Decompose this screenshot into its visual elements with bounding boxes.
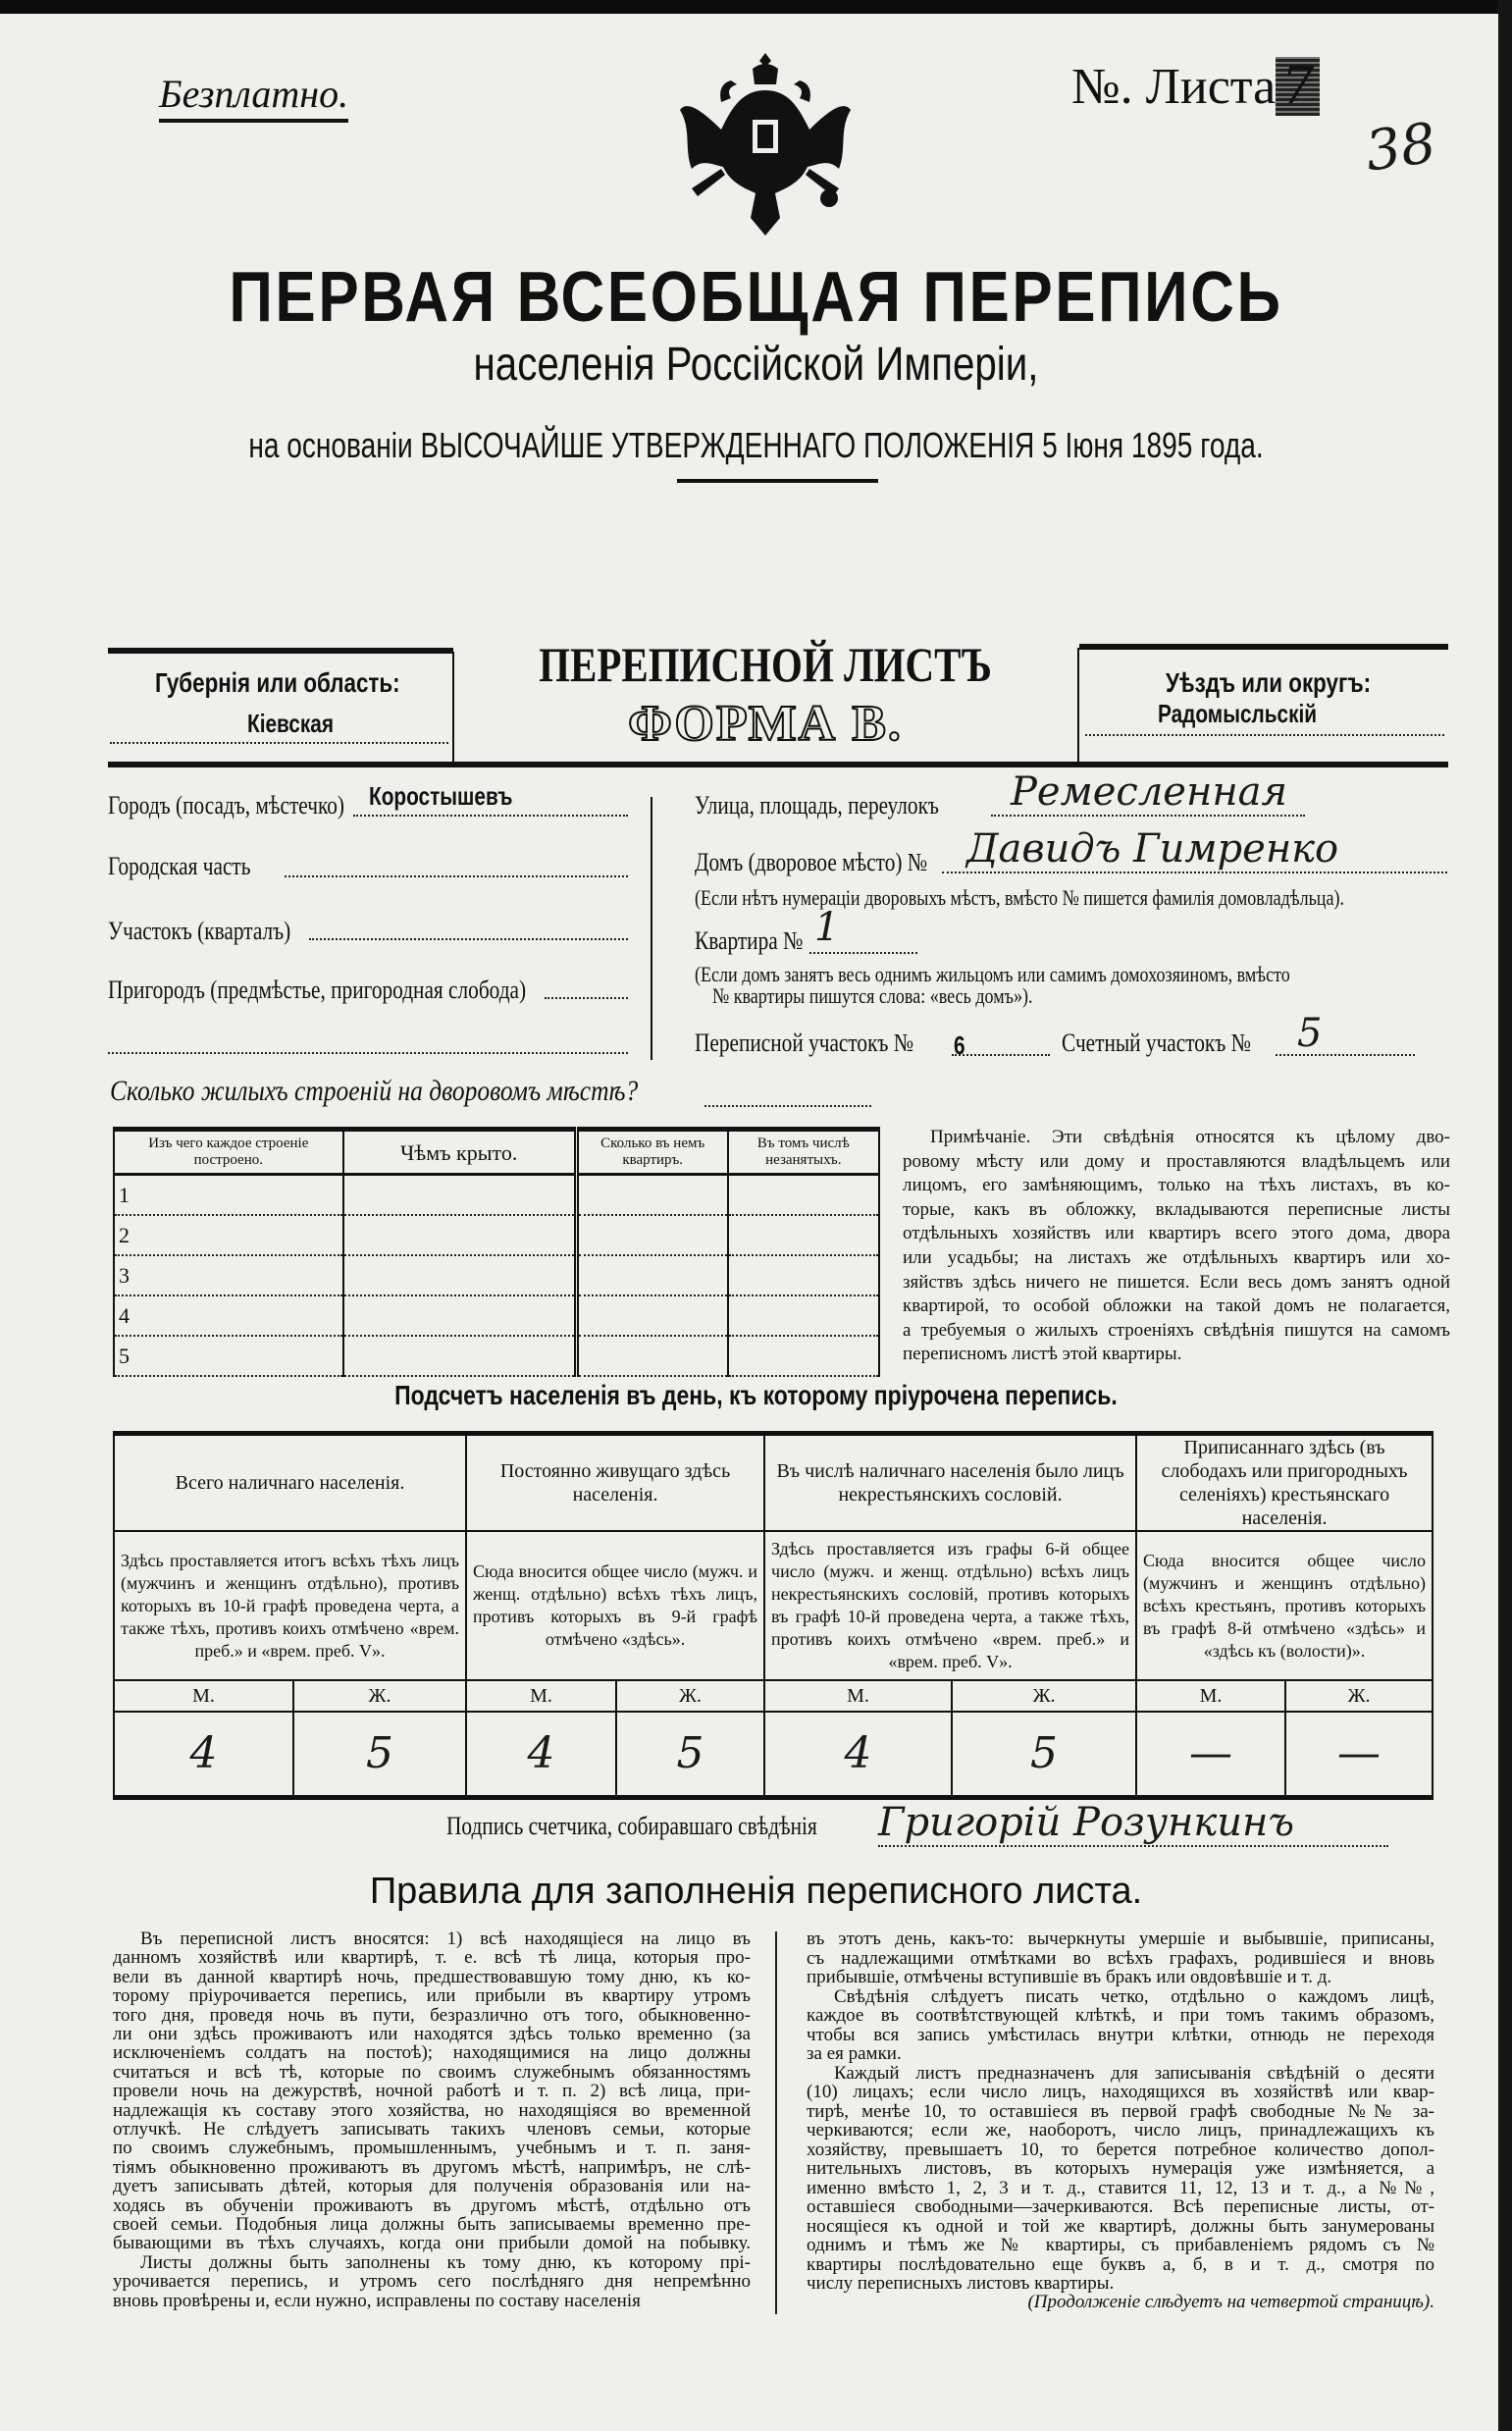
blank-line [108, 1052, 628, 1054]
female-label: Ж. [1285, 1680, 1433, 1712]
text-line: провели ночь на дежурствѣ, ночной работѣ и т. п. 2) всѣ лица, при- [113, 2081, 751, 2102]
census-district-value[interactable]: 6 [954, 1031, 965, 1060]
archive-number: 38 [1361, 111, 1440, 185]
sheet-number-label: №. Листа [1071, 59, 1277, 115]
column-description: Сюда вносится общее число (мужчинъ и женщинъ отдѣльно) всѣхъ крестьянъ, противъ которыхъ въ графѣ 8-й отмѣчено «здѣсь» и «здѣсь къ (волости)». [1136, 1531, 1433, 1680]
apartment-note: (Если домъ занятъ весь однимъ жильцомъ или самимъ домохозяиномъ, вмѣсто [695, 962, 1290, 986]
female-label: Ж. [616, 1680, 764, 1712]
text-line: именно вмѣсто 1, 2, 3 и т. д., ставится 11, 12, 13 и т. д., а №№, [807, 2177, 1434, 2198]
table-header-row [114, 1434, 1433, 1532]
text-line: съ надлежащими отмѣтками во всѣхъ графахъ, родившіеся и вновь [807, 1947, 1434, 1969]
female-label: Ж. [293, 1680, 466, 1712]
rules-right-column [807, 1929, 1434, 2321]
house-note: (Если нѣтъ нумераціи дворовыхъ мѣстъ, вмѣсто № пишется фамилія домовладѣльца). [695, 885, 1344, 910]
table-cell[interactable] [343, 1215, 577, 1255]
text-line: Въ переписной листъ вносятся: 1) всѣ находящіеся на лицо въ [140, 1929, 751, 1949]
table-cell[interactable] [728, 1295, 879, 1336]
text-line: отлучкѣ. Не слѣдуетъ записывать такихъ членовъ семьи, которые [113, 2119, 751, 2140]
apartment-note: № квартиры пишутся слова: «весь домъ»). [712, 983, 1033, 1008]
male-label: М. [1136, 1680, 1285, 1712]
text-line: того дня, проведя ночь въ пути, безразлично отъ того, обыкновенно- [113, 2004, 751, 2026]
text-line: зяйствъ здѣсь ничего не пишется. Если весь домъ занятъ одной [903, 1271, 1450, 1293]
precinct-input[interactable] [309, 938, 628, 940]
count-district-label: Счетный участокъ № [1062, 1029, 1251, 1057]
table-cell[interactable] [728, 1255, 879, 1295]
text-line: лицомъ, его замѣняющимъ, только на тѣхъ листахъ, въ ко- [903, 1175, 1450, 1196]
table-cell[interactable] [343, 1255, 577, 1295]
sex-header-row [114, 1680, 1433, 1712]
female-count[interactable]: 5 [616, 1712, 764, 1798]
column-header: Въ числѣ наличнаго населенія было лицъ некрестьянскихъ сословій. [764, 1434, 1136, 1532]
count-title: Подсчетъ населенія въ день, къ которому пріурочена перепись. [394, 1380, 1118, 1410]
table-row [114, 1255, 879, 1295]
row-number[interactable]: 2 [114, 1215, 343, 1255]
text-line: бывающими въ тѣхъ случаяхъ, когда они прибыли домой на побывку. [113, 2233, 751, 2254]
table-row [114, 1215, 879, 1255]
buildings-table [113, 1127, 880, 1377]
signature-label: Подпись счетчика, собиравшаго свѣдѣнія [446, 1812, 817, 1840]
divider [1079, 644, 1448, 650]
city-value[interactable]: Коростышевъ [369, 781, 513, 811]
province-label: Губернія или область: [155, 667, 400, 698]
column-header: Сколько въ немъ квартиръ. [576, 1130, 727, 1175]
column-divider [775, 1931, 777, 2314]
city-line [353, 815, 628, 817]
table-cell[interactable] [728, 1215, 879, 1255]
table-header-row [114, 1130, 879, 1175]
street-value[interactable]: Ремесленная [1011, 769, 1287, 815]
precinct-label: Участокъ (кварталъ) [108, 917, 291, 945]
text-line: оставшіеся свободными—зачеркиваются. Всѣ переписные листы, от- [807, 2196, 1434, 2217]
female-label: Ж. [952, 1680, 1136, 1712]
text-line: Листы должны быть заполнены къ тому дню, къ которому прі- [140, 2251, 751, 2273]
column-header: Изъ чего каждое строеніе построено. [114, 1130, 343, 1175]
text-line: каждое въ соотвѣтствующей клѣткѣ, и при томъ такимъ образомъ, [807, 2005, 1434, 2026]
text-line: ли они здѣсь проживаютъ или находятся здѣсь только временно (за [113, 2024, 751, 2044]
scan-border-top [0, 0, 1512, 14]
rules-title: Правила для заполненія переписного листа. [369, 1871, 1143, 1912]
column-header: Постоянно живущаго здѣсь населенія. [466, 1434, 764, 1532]
rules-left-column [113, 1929, 751, 2321]
text-line: (10) лицахъ; если число лицъ, находящихся въ хозяйствѣ или квар- [807, 2082, 1434, 2102]
district-line [1085, 734, 1444, 736]
text-line: вновь провѣрены и, если нужно, исправлены по составу населенія [113, 2290, 641, 2311]
imperial-eagle-icon [662, 51, 868, 238]
free-label: Безплатно. [159, 71, 348, 123]
count-district-value[interactable]: 5 [1297, 1011, 1323, 1056]
suburb-input[interactable] [545, 997, 628, 999]
signature-row [446, 1800, 1295, 1845]
values-row [114, 1712, 1433, 1798]
house-label: Домъ (дворовое мѣсто) № [695, 848, 928, 876]
apartment-label: Квартира № [695, 926, 804, 955]
buildings-count-input[interactable] [704, 1105, 871, 1107]
description-row [114, 1531, 1433, 1680]
column-description: Сюда вносится общее число (мужч. и женщ. отдѣльно) всѣхъ тѣхъ лицъ, противъ которыхъ въ 9-й графѣ отмѣчено «здѣсь». [466, 1531, 764, 1680]
male-count[interactable]: 4 [466, 1712, 616, 1798]
column-header: Приписаннаго здѣсь (въ слободахъ или пригородныхъ селеніяхъ) крестьянскаго населенія. [1136, 1434, 1433, 1532]
continuation-note: (Продолженіе слѣдуетъ на четвертой страницѣ). [1027, 2292, 1434, 2312]
male-label: М. [114, 1680, 293, 1712]
scan-border-right [1498, 0, 1512, 2431]
divider [1077, 648, 1079, 762]
text-line: тирѣ, менѣе 10, то оставшіеся въ первой графѣ свободные №№ за- [807, 2100, 1434, 2122]
text-line: чтобы вся запись умѣстилась внутри клѣтки, отнюдь не переходя [807, 2024, 1434, 2045]
text-line: тіямъ обыкновенно проживаютъ въ другомъ мѣстѣ, напримѣръ, не слѣ- [113, 2156, 751, 2178]
text-line: за ея рамки. [807, 2043, 902, 2064]
province-line [110, 742, 448, 744]
column-description: Здѣсь проставляется итогъ всѣхъ тѣхъ лицъ (мужчинъ и женщинъ отдѣльно), противъ которыхъ въ 10-й графѣ проведена черта, а также тѣхъ, противъ коихъ отмѣчено «врем. преб.» и «врем. преб. V». [114, 1531, 466, 1680]
divider [677, 479, 878, 483]
district-value[interactable]: Радомысльскій [1158, 699, 1318, 728]
row-number[interactable]: 5 [114, 1336, 343, 1376]
text-line: черкиваются; если же, наоборотъ, число лицъ, принадлежащихъ къ [807, 2120, 1434, 2140]
table-row [114, 1175, 879, 1216]
text-line: въ этотъ день, какъ-то: вычеркнуты умершіе и выбывшіе, приписаны, [807, 1929, 1434, 1949]
text-line: или усадьбы; на листахъ же отдѣльныхъ квартиръ или хо- [903, 1247, 1450, 1268]
text-line: вели въ данной квартирѣ ночь, предшествовавшую тому дню, къ ко- [113, 1966, 751, 1987]
note-paragraph [903, 1127, 1450, 1372]
text-line: торые, какъ въ обложку, вкладываются переписные листы [903, 1198, 1450, 1220]
text-line: а требуемыя о жилыхъ строеніяхъ свѣдѣнія пишутся на самомъ [903, 1319, 1450, 1341]
province-value[interactable]: Кіевская [247, 709, 334, 738]
table-cell[interactable] [576, 1255, 727, 1295]
count-district-line [1276, 1054, 1415, 1056]
text-line: считаться и всѣ тѣ, которые по своимъ служебнымъ обязанностямъ [113, 2061, 751, 2083]
text-line: нительныхъ листовъ, въ которыхъ нумерація уже измѣняется, а [807, 2158, 1434, 2179]
sheet-number-value: 7 [1276, 57, 1320, 116]
apartment-line [809, 952, 917, 954]
text-line: дуетъ записывать дѣтей, которыя для полученія образованія или на- [113, 2176, 751, 2197]
divider [108, 762, 1448, 767]
street-line [991, 815, 1305, 817]
column-header: Чѣмъ крыто. [343, 1130, 577, 1175]
table-row [114, 1336, 879, 1376]
text-line: хозяйству, превышаетъ 10, то берется потребное количество допол- [807, 2139, 1434, 2160]
text-line: ровому мѣсту или дому и проставляются владѣльцемъ или [903, 1150, 1450, 1172]
column-description: Здѣсь проставляется изъ графы 6-й общее число (мужч. и женщ. отдѣльно) всѣхъ лицъ некрестьянскихъ сословій, противъ которыхъ въ графѣ 10-й проведена черта, а также тѣхъ, противъ коихъ отмѣчено «врем. преб.» и «врем. преб. V». [764, 1531, 1136, 1680]
male-count[interactable]: — [1136, 1712, 1285, 1798]
text-line: ходясь въ обученіи проживаютъ въ другомъ мѣстѣ, отдѣльно отъ [113, 2194, 751, 2216]
row-number[interactable]: 1 [114, 1175, 343, 1216]
text-line: квартирой, то особой обложки на такой домъ не полагается, [903, 1295, 1450, 1317]
table-cell[interactable] [343, 1175, 577, 1216]
female-count[interactable]: 5 [293, 1712, 466, 1798]
text-line: торому пріурочивается перепись, или прибыли въ квартиру утромъ [113, 1985, 751, 2007]
district-label: Уѣздъ или округъ: [1166, 667, 1372, 698]
text-line: прибывшіе, отмѣчены вступившіе въ бракъ или овдовѣвшіе и т. д. [807, 1967, 1332, 1987]
population-count-table [113, 1431, 1434, 1800]
text-line: квартиры послѣдовательно еще буквъ а, б, в и т. д., смотря по [807, 2253, 1434, 2275]
page-title: ПЕРВАЯ ВСЕОБЩАЯ ПЕРЕПИСЬ [229, 258, 1283, 337]
table-row [114, 1295, 879, 1336]
text-line: отдѣльныхъ хозяйствъ или квартиръ всего этого дома, двора [903, 1223, 1450, 1244]
row-number[interactable]: 4 [114, 1295, 343, 1336]
census-district-line [952, 1054, 1050, 1056]
text-line: Свѣдѣнія слѣдуетъ писать четко, отдѣльно о каждомъ лицѣ, [834, 1985, 1434, 2007]
divider [651, 797, 652, 1060]
male-label: М. [764, 1680, 952, 1712]
text-line: урочивается перепись, и утромъ сего послѣдняго дня непремѣнно [113, 2271, 751, 2293]
male-count[interactable]: 4 [114, 1712, 293, 1798]
table-cell[interactable] [576, 1336, 727, 1376]
column-header: Въ томъ числѣ незанятыхъ. [728, 1130, 879, 1175]
table-cell[interactable] [576, 1215, 727, 1255]
male-count[interactable]: 4 [764, 1712, 952, 1798]
buildings-question: Сколько жилыхъ строеній на дворовомъ мѣстѣ? [110, 1075, 639, 1107]
female-count[interactable]: 5 [952, 1712, 1136, 1798]
city-label: Городъ (посадъ, мѣстечко) [108, 791, 344, 819]
male-label: М. [466, 1680, 616, 1712]
apartment-value[interactable]: 1 [814, 905, 840, 950]
divider [108, 648, 453, 654]
house-value[interactable]: Давидъ Гимренко [966, 826, 1339, 872]
house-line [942, 872, 1447, 873]
table-cell[interactable] [576, 1175, 727, 1216]
text-line: надлежащія къ составу этого хозяйства, но находящіяся во временной [113, 2099, 751, 2121]
text-line: однимъ и тѣмъ же № квартиры, съ прибавленіемъ рядомъ съ № [807, 2235, 1434, 2255]
text-line: Примѣчаніе. Эти свѣдѣнія относятся къ цѣлому дво- [930, 1127, 1450, 1147]
page-subtitle: населенія Россійской Имперіи, [473, 339, 1039, 391]
text-line: носящіеся къ одной и той же квартирѣ, должны быть занумерованы [807, 2215, 1434, 2237]
female-count[interactable]: — [1285, 1712, 1433, 1798]
legal-basis: на основаніи ВЫСОЧАЙШЕ УТВЕРЖДЕННАГО ПОЛОЖЕНІЯ 5 Іюня 1895 года. [248, 425, 1264, 465]
sheet-number [1071, 57, 1320, 116]
suburb-label: Пригородъ (предмѣстье, пригородная слобода) [108, 976, 527, 1004]
table-cell[interactable] [343, 1295, 577, 1336]
city-part-label: Городская часть [108, 852, 251, 880]
table-cell[interactable] [343, 1336, 577, 1376]
table-cell[interactable] [728, 1336, 879, 1376]
form-title: ПЕРЕПИСНОЙ ЛИСТЪ [539, 637, 992, 692]
text-line: по своимъ служебнымъ, промышленнымъ, учебнымъ и т. п. заня- [113, 2138, 751, 2159]
column-header: Всего наличнаго населенія. [114, 1434, 466, 1532]
text-line: Каждый листъ предназначенъ для записыванія свѣдѣній о десяти [834, 2062, 1434, 2084]
row-number[interactable]: 3 [114, 1255, 343, 1295]
form-type: ФОРМА В. [628, 696, 903, 752]
text-line: исключеніемъ солдатъ на постоѣ); находящимися на лицо должны [113, 2042, 751, 2064]
city-part-input[interactable] [285, 875, 628, 877]
table-cell[interactable] [576, 1295, 727, 1336]
text-line: своей семьи. Подобныя лица должны быть записываемы временно пре- [113, 2214, 751, 2235]
street-label: Улица, площадь, переулокъ [695, 791, 939, 819]
text-line: числу переписныхъ листовъ квартиры. [807, 2273, 1115, 2294]
signature-value[interactable]: Григорій Розункинъ [878, 1800, 1388, 1847]
text-line: переписномъ листѣ этой квартиры. [903, 1344, 1182, 1365]
text-line: данномъ хозяйствѣ или квартирѣ, т. е. всѣ тѣ лица, которыя про- [113, 1947, 751, 1969]
table-cell[interactable] [728, 1175, 879, 1216]
census-district-label: Переписной участокъ № [695, 1029, 914, 1057]
